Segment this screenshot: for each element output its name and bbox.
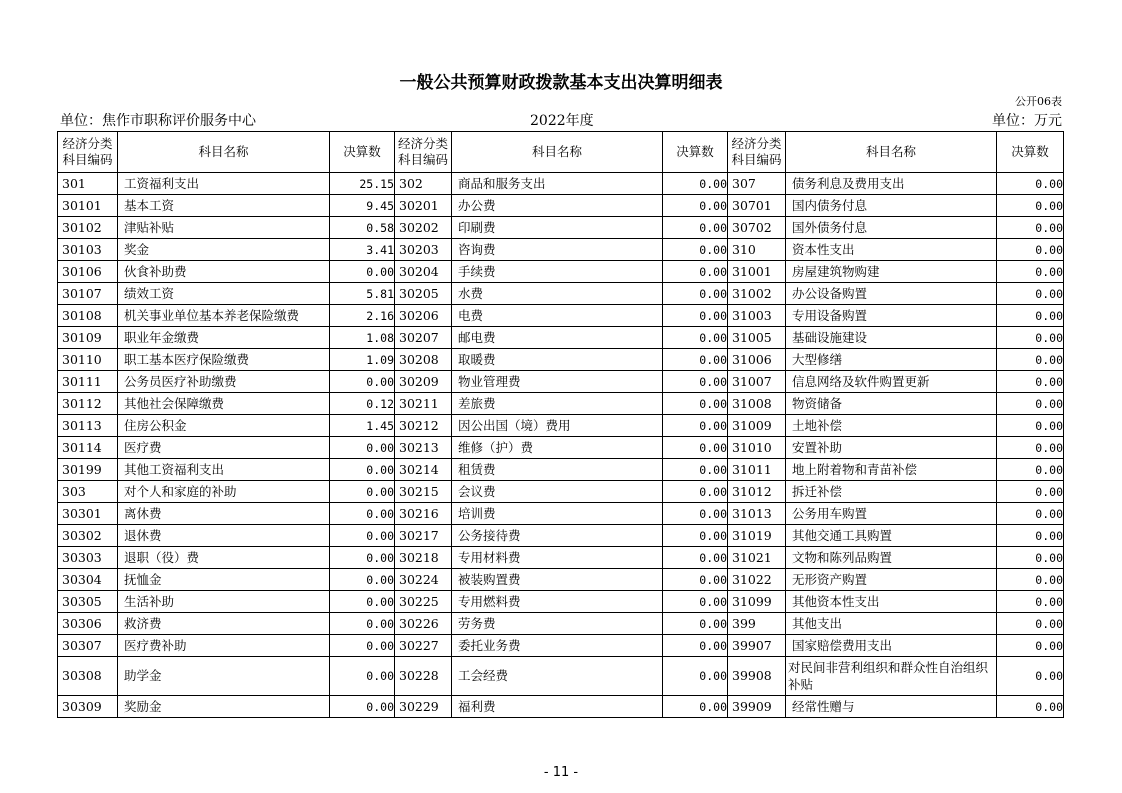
cell-name: 其他工资福利支出 [118,459,330,481]
cell-name: 退职（役）费 [118,547,330,569]
cell-amount: 0.00 [997,283,1064,305]
cell-name: 房屋建筑物购建 [786,261,997,283]
cell-amount: 0.00 [997,503,1064,525]
cell-amount: 0.00 [997,239,1064,261]
expenditure-table [57,131,1064,718]
cell-name: 经常性赠与 [786,696,997,718]
cell-amount: 0.00 [330,371,395,393]
cell-name: 维修（护）费 [452,437,663,459]
cell-code: 307 [728,173,786,195]
cell-amount: 0.00 [997,635,1064,657]
cell-code: 30218 [395,547,452,569]
cell-code: 31010 [728,437,786,459]
cell-code: 30226 [395,613,452,635]
cell-code: 30213 [395,437,452,459]
cell-code: 310 [728,239,786,261]
cell-name: 公务接待费 [452,525,663,547]
cell-amount: 0.00 [663,195,728,217]
cell-name: 因公出国（境）费用 [452,415,663,437]
cell-name: 其他资本性支出 [786,591,997,613]
cell-code: 30101 [58,195,118,217]
cell-code: 30301 [58,503,118,525]
cell-code: 31021 [728,547,786,569]
cell-amount: 0.00 [997,327,1064,349]
header-amount-2: 决算数 [663,132,728,173]
cell-amount: 0.00 [997,657,1064,696]
cell-amount: 1.09 [330,349,395,371]
cell-amount: 0.00 [663,327,728,349]
cell-code: 31099 [728,591,786,613]
cell-code: 30308 [58,657,118,696]
cell-name: 公务员医疗补助缴费 [118,371,330,393]
cell-amount: 0.00 [663,393,728,415]
cell-code: 30306 [58,613,118,635]
cell-code: 30305 [58,591,118,613]
fiscal-year: 2022年度 [530,113,594,129]
table-number: 公开06表 [1015,95,1062,108]
cell-amount: 0.00 [330,261,395,283]
cell-amount: 25.15 [330,173,395,195]
cell-code: 30206 [395,305,452,327]
cell-name: 专用材料费 [452,547,663,569]
cell-code: 31022 [728,569,786,591]
cell-code: 31003 [728,305,786,327]
cell-name: 信息网络及软件购置更新 [786,371,997,393]
cell-amount: 0.00 [997,349,1064,371]
cell-amount: 0.00 [663,173,728,195]
cell-code: 30106 [58,261,118,283]
cell-amount: 0.00 [663,437,728,459]
cell-name: 职工基本医疗保险缴费 [118,349,330,371]
cell-name: 其他社会保障缴费 [118,393,330,415]
cell-code: 31009 [728,415,786,437]
header-name-1: 科目名称 [118,132,330,173]
cell-amount: 0.00 [663,591,728,613]
cell-amount: 0.00 [663,239,728,261]
cell-name: 物业管理费 [452,371,663,393]
cell-name: 专用燃料费 [452,591,663,613]
cell-name: 机关事业单位基本养老保险缴费 [118,305,330,327]
table-row [58,613,1064,635]
cell-code: 30225 [395,591,452,613]
cell-code: 31002 [728,283,786,305]
cell-amount: 0.00 [330,503,395,525]
table-row [58,327,1064,349]
cell-name: 奖励金 [118,696,330,718]
cell-code: 30229 [395,696,452,718]
cell-name: 工资福利支出 [118,173,330,195]
reporting-unit: 单位：焦作市职称评价服务中心 [60,113,256,129]
cell-amount: 0.00 [330,547,395,569]
cell-code: 30215 [395,481,452,503]
cell-name: 办公费 [452,195,663,217]
cell-amount: 0.00 [663,217,728,239]
cell-code: 30302 [58,525,118,547]
cell-code: 30207 [395,327,452,349]
cell-code: 31019 [728,525,786,547]
cell-name: 委托业务费 [452,635,663,657]
cell-amount: 0.00 [330,591,395,613]
cell-amount: 0.00 [997,591,1064,613]
cell-amount: 0.00 [997,481,1064,503]
cell-name: 对个人和家庭的补助 [118,481,330,503]
cell-amount: 0.00 [997,547,1064,569]
table-row [58,173,1064,195]
cell-name: 生活补助 [118,591,330,613]
table-row [58,305,1064,327]
cell-amount: 0.00 [330,696,395,718]
cell-amount: 0.00 [997,415,1064,437]
cell-amount: 0.00 [330,525,395,547]
cell-amount: 0.00 [330,657,395,696]
cell-code: 30702 [728,217,786,239]
table-row [58,657,1064,696]
cell-name: 邮电费 [452,327,663,349]
cell-code: 30203 [395,239,452,261]
cell-code: 302 [395,173,452,195]
cell-amount: 0.00 [997,217,1064,239]
table-row [58,635,1064,657]
cell-name: 对民间非营利组织和群众性自治组织补贴 [786,657,997,696]
cell-amount: 0.00 [997,371,1064,393]
cell-amount: 1.45 [330,415,395,437]
cell-name: 职业年金缴费 [118,327,330,349]
cell-code: 30216 [395,503,452,525]
cell-amount: 0.00 [997,195,1064,217]
cell-code: 39908 [728,657,786,696]
cell-name: 地上附着物和青苗补偿 [786,459,997,481]
cell-code: 30309 [58,696,118,718]
cell-code: 30227 [395,635,452,657]
cell-name: 资本性支出 [786,239,997,261]
cell-amount: 0.00 [663,503,728,525]
cell-amount: 0.00 [997,437,1064,459]
table-row [58,283,1064,305]
cell-amount: 0.00 [663,261,728,283]
page-number: - 11 - [543,765,579,780]
cell-amount: 0.00 [330,635,395,657]
cell-amount: 0.00 [663,305,728,327]
cell-amount: 0.00 [997,393,1064,415]
cell-name: 手续费 [452,261,663,283]
cell-name: 电费 [452,305,663,327]
cell-amount: 0.00 [330,459,395,481]
cell-name: 文物和陈列品购置 [786,547,997,569]
report-title: 一般公共预算财政拨款基本支出决算明细表 [399,73,723,93]
cell-amount: 0.00 [663,635,728,657]
cell-code: 31006 [728,349,786,371]
cell-name: 救济费 [118,613,330,635]
cell-name: 其他交通工具购置 [786,525,997,547]
cell-name: 国内债务付息 [786,195,997,217]
cell-amount: 0.00 [997,261,1064,283]
cell-amount: 9.45 [330,195,395,217]
cell-code: 301 [58,173,118,195]
cell-name: 住房公积金 [118,415,330,437]
cell-name: 国外债务付息 [786,217,997,239]
table-row [58,696,1064,718]
cell-amount: 0.00 [330,437,395,459]
cell-amount: 0.00 [663,569,728,591]
cell-name: 大型修缮 [786,349,997,371]
cell-name: 水费 [452,283,663,305]
cell-name: 办公设备购置 [786,283,997,305]
cell-name: 会议费 [452,481,663,503]
cell-name: 劳务费 [452,613,663,635]
table-row [58,415,1064,437]
cell-amount: 1.08 [330,327,395,349]
cell-name: 商品和服务支出 [452,173,663,195]
cell-name: 福利费 [452,696,663,718]
cell-amount: 2.16 [330,305,395,327]
cell-name: 专用设备购置 [786,305,997,327]
cell-code: 30228 [395,657,452,696]
cell-amount: 0.00 [997,613,1064,635]
cell-code: 30110 [58,349,118,371]
cell-name: 基本工资 [118,195,330,217]
table-row [58,591,1064,613]
cell-name: 助学金 [118,657,330,696]
cell-code: 31012 [728,481,786,503]
cell-code: 31007 [728,371,786,393]
cell-code: 30108 [58,305,118,327]
cell-amount: 3.41 [330,239,395,261]
cell-amount: 0.00 [997,696,1064,718]
cell-amount: 0.00 [997,173,1064,195]
table-row [58,547,1064,569]
cell-name: 差旅费 [452,393,663,415]
cell-name: 拆迁补偿 [786,481,997,503]
cell-code: 30202 [395,217,452,239]
cell-code: 30209 [395,371,452,393]
cell-name: 伙食补助费 [118,261,330,283]
cell-name: 无形资产购置 [786,569,997,591]
cell-amount: 0.00 [663,415,728,437]
cell-code: 30701 [728,195,786,217]
cell-name: 国家赔偿费用支出 [786,635,997,657]
table-row [58,437,1064,459]
cell-amount: 0.58 [330,217,395,239]
cell-code: 30204 [395,261,452,283]
header-code-2: 经济分类科目编码 [395,132,452,173]
header-code-3: 经济分类科目编码 [728,132,786,173]
table-header-row [58,132,1064,173]
cell-name: 抚恤金 [118,569,330,591]
table-body [58,173,1064,718]
cell-name: 工会经费 [452,657,663,696]
table-row [58,239,1064,261]
cell-amount: 0.00 [663,525,728,547]
header-amount-1: 决算数 [330,132,395,173]
cell-name: 土地补偿 [786,415,997,437]
cell-amount: 0.00 [663,349,728,371]
cell-code: 30111 [58,371,118,393]
cell-amount: 0.00 [663,283,728,305]
cell-code: 30199 [58,459,118,481]
cell-amount: 0.00 [663,481,728,503]
cell-name: 基础设施建设 [786,327,997,349]
table-row [58,525,1064,547]
header-name-2: 科目名称 [452,132,663,173]
table-row [58,503,1064,525]
cell-name: 咨询费 [452,239,663,261]
table-row [58,569,1064,591]
cell-code: 31013 [728,503,786,525]
cell-code: 30211 [395,393,452,415]
cell-amount: 0.00 [330,613,395,635]
cell-name: 被装购置费 [452,569,663,591]
table-row [58,217,1064,239]
cell-code: 31011 [728,459,786,481]
cell-code: 30208 [395,349,452,371]
cell-amount: 0.00 [997,459,1064,481]
cell-code: 30201 [395,195,452,217]
cell-code: 31005 [728,327,786,349]
cell-amount: 0.00 [330,569,395,591]
cell-code: 30303 [58,547,118,569]
header-code-1: 经济分类科目编码 [58,132,118,173]
cell-name: 物资储备 [786,393,997,415]
cell-code: 30109 [58,327,118,349]
cell-amount: 0.00 [663,613,728,635]
cell-code: 30107 [58,283,118,305]
cell-code: 30307 [58,635,118,657]
cell-code: 39907 [728,635,786,657]
cell-name: 医疗费补助 [118,635,330,657]
cell-code: 39909 [728,696,786,718]
cell-amount: 0.00 [330,481,395,503]
cell-name: 安置补助 [786,437,997,459]
table-row [58,195,1064,217]
cell-amount: 0.00 [663,547,728,569]
cell-amount: 0.00 [663,371,728,393]
table-row [58,459,1064,481]
cell-name: 绩效工资 [118,283,330,305]
cell-amount: 5.81 [330,283,395,305]
cell-name: 租赁费 [452,459,663,481]
cell-code: 30205 [395,283,452,305]
cell-name: 债务利息及费用支出 [786,173,997,195]
cell-code: 30113 [58,415,118,437]
cell-code: 303 [58,481,118,503]
currency-unit: 单位：万元 [992,113,1062,129]
cell-code: 31001 [728,261,786,283]
cell-name: 印刷费 [452,217,663,239]
table-row [58,371,1064,393]
cell-code: 30217 [395,525,452,547]
cell-amount: 0.12 [330,393,395,415]
table-row [58,481,1064,503]
cell-code: 30102 [58,217,118,239]
cell-name: 公务用车购置 [786,503,997,525]
cell-amount: 0.00 [997,569,1064,591]
cell-code: 31008 [728,393,786,415]
cell-code: 30212 [395,415,452,437]
cell-amount: 0.00 [663,459,728,481]
table-row [58,349,1064,371]
cell-code: 30103 [58,239,118,261]
cell-name: 医疗费 [118,437,330,459]
cell-amount: 0.00 [663,696,728,718]
cell-name: 津贴补贴 [118,217,330,239]
cell-name: 取暖费 [452,349,663,371]
cell-name: 离休费 [118,503,330,525]
cell-name: 培训费 [452,503,663,525]
cell-code: 30114 [58,437,118,459]
cell-amount: 0.00 [997,305,1064,327]
header-amount-3: 决算数 [997,132,1064,173]
cell-amount: 0.00 [663,657,728,696]
cell-code: 399 [728,613,786,635]
cell-code: 30214 [395,459,452,481]
cell-name: 奖金 [118,239,330,261]
cell-code: 30304 [58,569,118,591]
table-row [58,393,1064,415]
cell-name: 其他支出 [786,613,997,635]
cell-amount: 0.00 [997,525,1064,547]
cell-code: 30112 [58,393,118,415]
cell-code: 30224 [395,569,452,591]
header-name-3: 科目名称 [786,132,997,173]
cell-name: 退休费 [118,525,330,547]
table-row [58,261,1064,283]
